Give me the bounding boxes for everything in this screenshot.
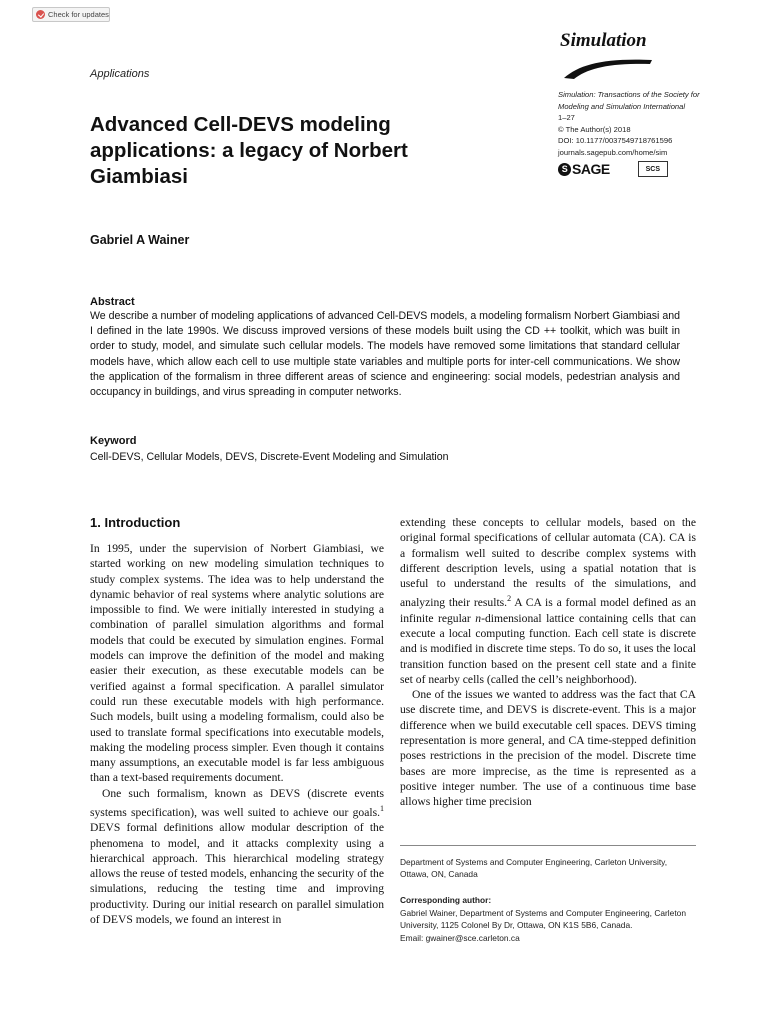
journal-title: Simulation xyxy=(560,30,647,51)
paragraph: One such formalism, known as DEVS (discrete events systems specification), was well suited to achieve our goals.$^1$ DEVS formal definitions allow modular description of the phenomena to model, and it attacks complexity using a hierarchical approach. This hierarchical modeling strategy allows the reuse of tested models, enhancing the security of the simulations, reducing the testing time and improving productivity. During our initial research on parallel simulation of DEVS models, we found an interest in xyxy=(90,786,384,926)
paper-title: Advanced Cell-DEVS modeling applications: a legacy of Norbert Giambiasi xyxy=(90,113,408,188)
meta-journal: Simulation: Transactions of the Society for Modeling and Simulation International xyxy=(558,90,700,111)
abstract-heading: Abstract xyxy=(90,296,135,308)
meta-copyright: © The Author(s) 2018 xyxy=(558,124,631,134)
sage-logo xyxy=(558,161,610,177)
meta-doi[interactable]: DOI: 10.1177/0037549718761596 xyxy=(558,136,673,146)
left-column xyxy=(90,541,384,927)
publisher-logos xyxy=(558,159,668,179)
corresponding-author-heading: Corresponding author: xyxy=(400,895,492,905)
abstract-text: We describe a number of modeling applications of advanced Cell-DEVS models, a modeling formalism Norbert Giambiasi and I defined in the late 1990s. We discuss improved versions of these models built using the CD ++ toolkit, which was built in order to study, model, and simulate such cellular models. The models have removed some limitations that standard cellular models have, which allow each cell to use multiple state variables and multiple ports for inter-cell communications. We show the application of the formalism in three different areas of science and engineering: social models, pedestrian analysis and occupancy in buildings, and virus spreading in computer networks. xyxy=(90,310,680,399)
author-name: Gabriel A Wainer xyxy=(90,233,190,247)
sage-label: SAGE xyxy=(572,161,610,177)
affiliation: Department of Systems and Computer Engineering, Carleton University, Ottawa, ON, Canada xyxy=(400,857,668,880)
meta-url[interactable]: journals.sagepub.com/home/sim xyxy=(558,147,668,157)
journal-swoosh-logo xyxy=(560,54,660,82)
paragraph: One of the issues we wanted to address was the fact that CA use discrete time, and DEVS is discrete-event. This is a major difference when we build executable cell spaces. DEVS timing representation is more general, and CA time-stepped definition poses restrictions in the precision of the model. Discrete time bases are more imprecise, as the time is represented as a positive integer number. The use of a continuous time base allows higher time precision xyxy=(400,688,696,809)
meta-pages: 1–27 xyxy=(558,113,575,123)
check-for-updates-label: Check for updates xyxy=(48,10,109,19)
footnote-ref[interactable]: 1 xyxy=(380,804,384,814)
check-icon xyxy=(36,10,45,19)
section-label: Applications xyxy=(90,68,150,80)
paragraph: extending these concepts to cellular models, based on the original formal specifications of cellular automata (CA). CA is a formalism well suited to describe complex systems with different description levels, using a spatial notation that is useful to understand the results of the simulations, and analyzing their results.$^2$ A CA is a formal model defined as an infinite regular n-dimensional lattice containing cells that can execute a local computing function. Each cell state is discrete and is modified in discrete time steps. To do so, it uses the local transition function based on the present cell state and a finite set of nearby cells (called the cell’s neighborhood). xyxy=(400,516,696,686)
paragraph: In 1995, under the supervision of Norbert Giambiasi, we started working on new modeling simulation techniques to study complex systems. The idea was to help understand the dynamic behavior of real systems where analytic solutions are impossible to find. We were initially interested in studying a combination of parallel simulation algorithms and formal models that could be executed by simulation engines. Formal models can improve the definition of the model and making easier their execution, as these executable models can be verified against a formal specification. A parallel simulator could run these executable models with high performance. Such models, built using a modeling formalism, could also be used to translate formal specifications into executable models, making the modeling process simpler. Even though it contains many assumptions, an executable model is far less ambiguous than a text-based requirements document. xyxy=(90,542,384,785)
corresponding-author-address: Gabriel Wainer, Department of Systems and Computer Engineering, Carleton University, 1125 Colonel By Dr, Ottawa, ON K1S 5B6, Canada. xyxy=(400,908,686,931)
corresponding-author xyxy=(400,907,696,944)
keyword-list: Cell-DEVS, Cellular Models, DEVS, Discrete-Event Modeling and Simulation xyxy=(90,451,449,463)
corresponding-author-email[interactable]: Email: gwainer@sce.carleton.ca xyxy=(400,932,520,943)
check-for-updates-badge[interactable] xyxy=(32,7,110,22)
footnote-ref[interactable]: 2 xyxy=(507,594,512,604)
right-column xyxy=(400,515,696,810)
keyword-heading: Keyword xyxy=(90,435,137,447)
journal-meta xyxy=(558,89,708,159)
footnote-divider xyxy=(400,845,696,846)
introduction-heading: 1. Introduction xyxy=(90,515,181,530)
sage-circle-icon: S xyxy=(558,163,571,176)
society-logo: SCS xyxy=(638,161,668,177)
